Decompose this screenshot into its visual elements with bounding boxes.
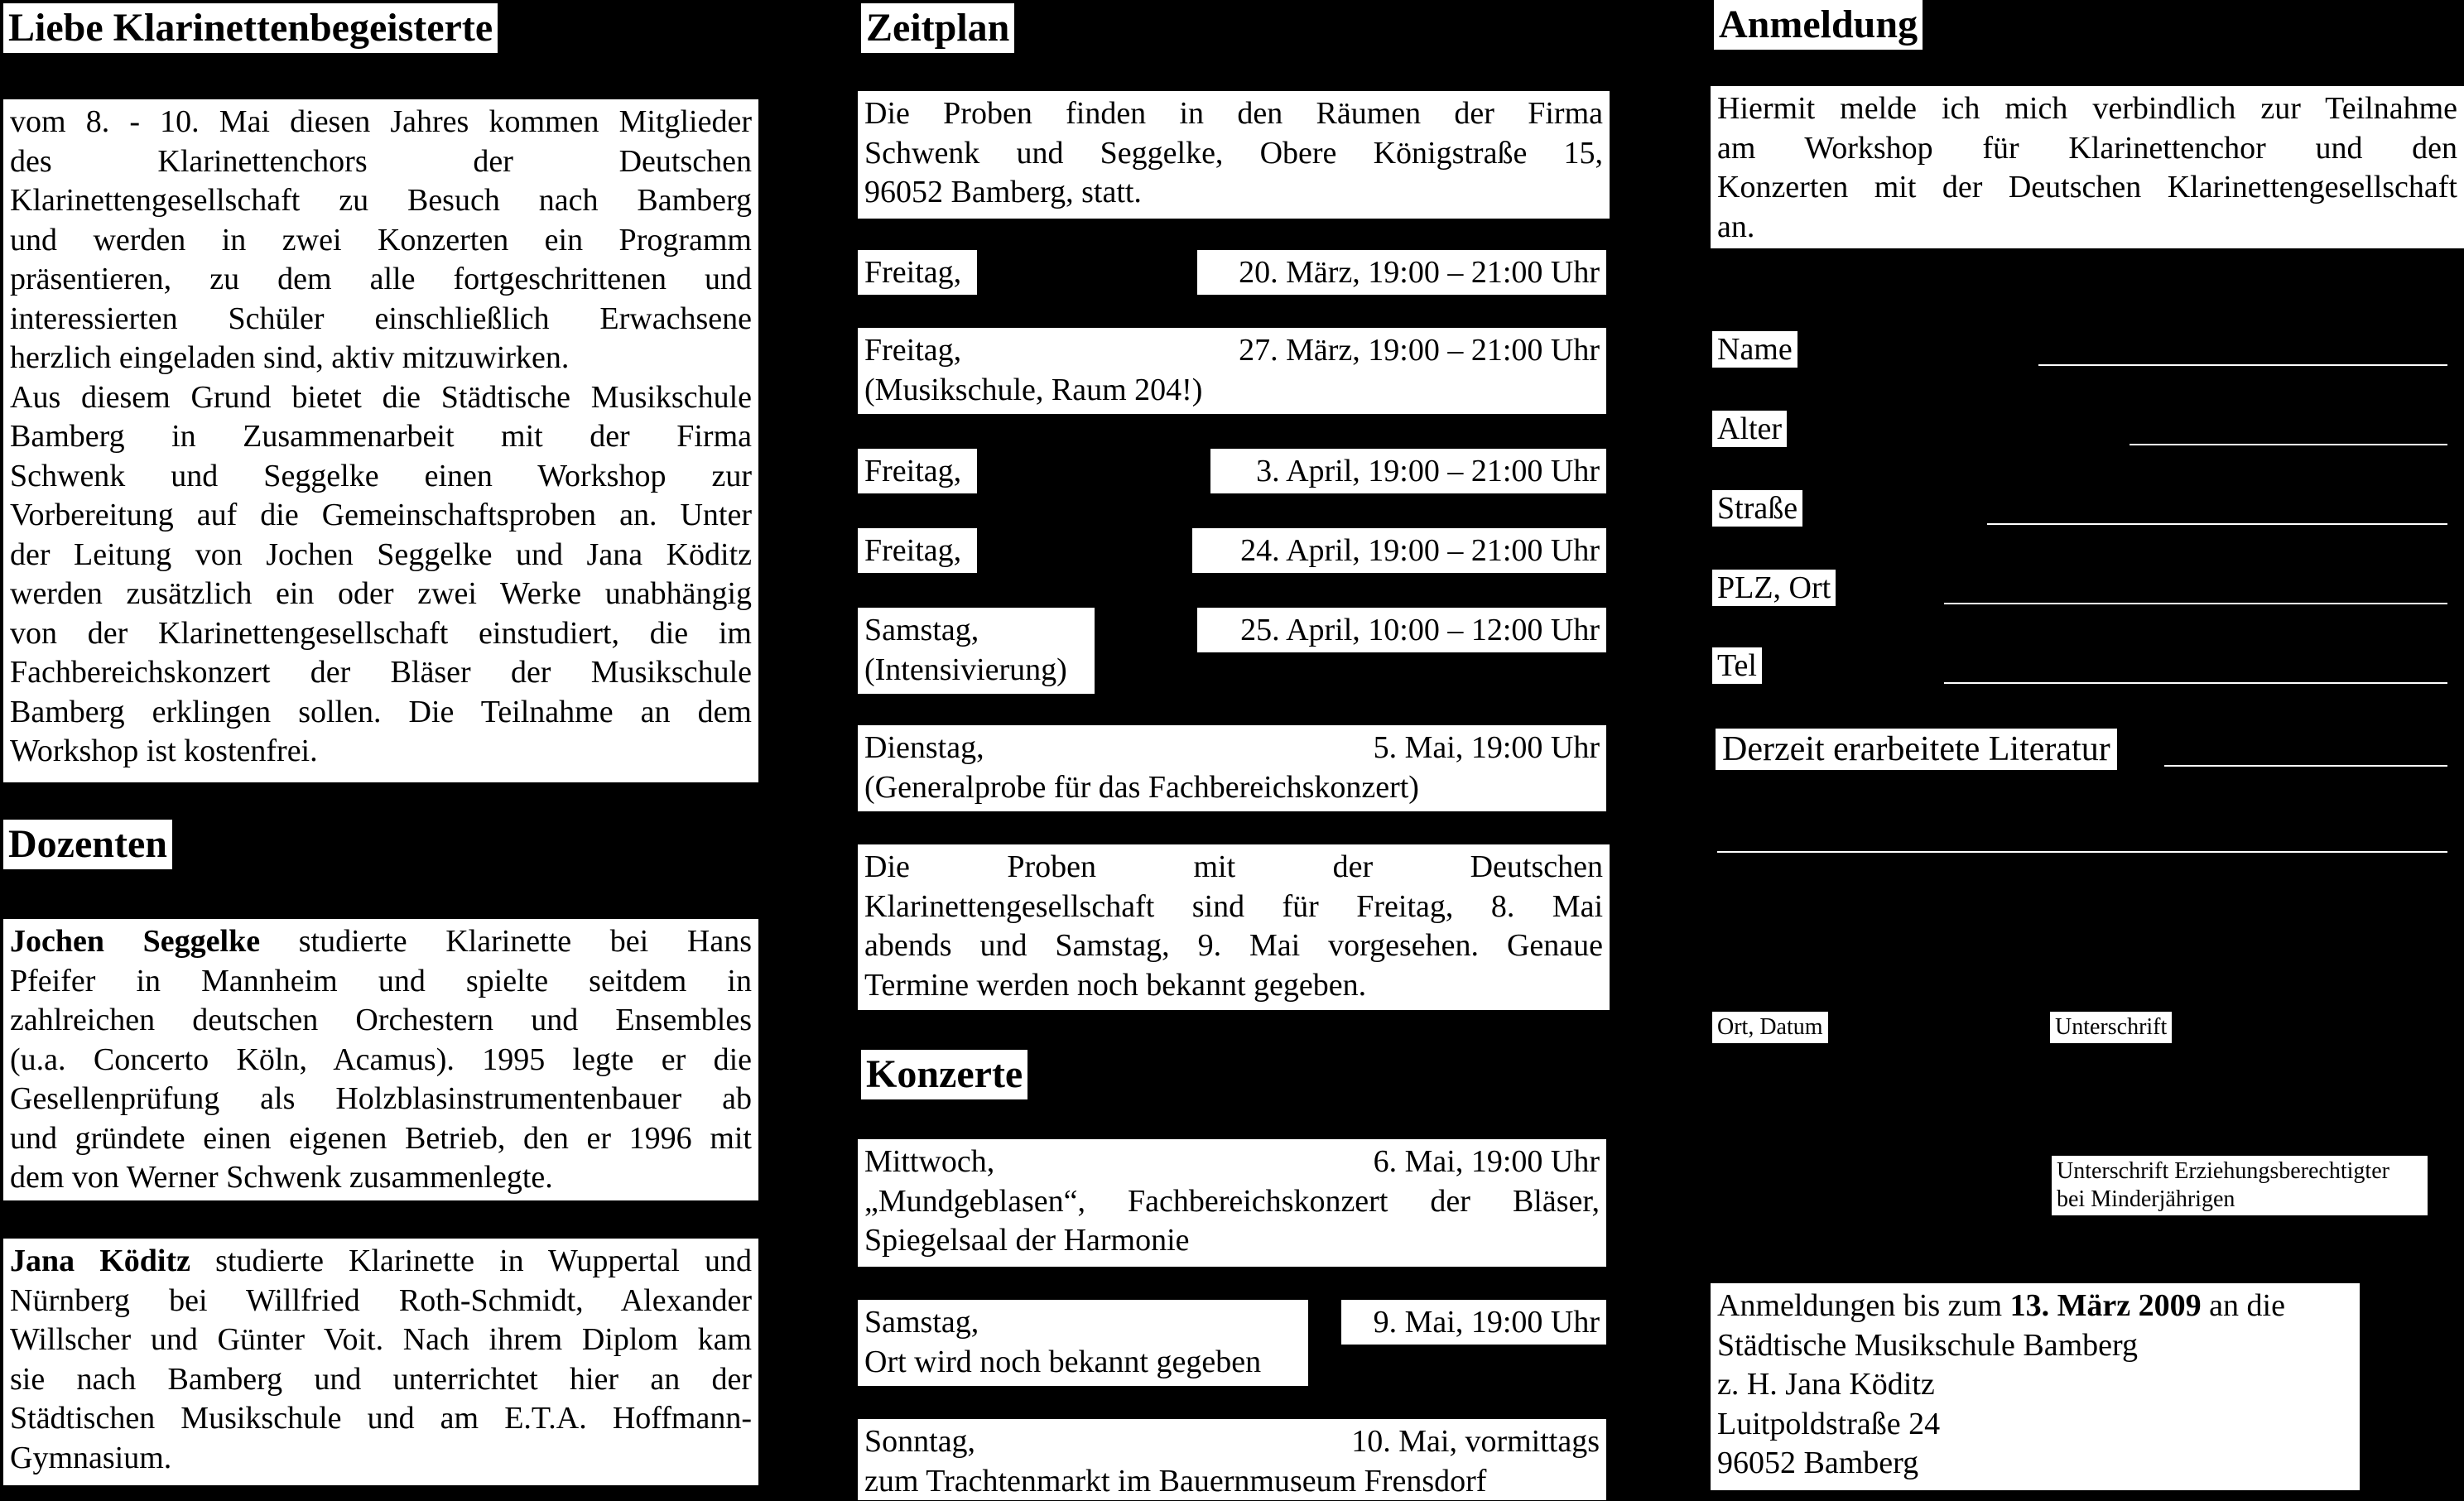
reg-line: Hiermit melde ich mich verbindlich zur Teilnahme (1717, 89, 2457, 129)
bio-line: dem von Werner Schwenk zusammenlegte. (10, 1158, 752, 1198)
dkg-line: Die Proben mit der Deutschen (864, 848, 1603, 888)
signature-label: Unterschrift (2050, 1012, 2172, 1043)
schedule-item (858, 725, 1606, 811)
concert-item (858, 1300, 1308, 1386)
concert-date: 10. Mai, vormittags (1351, 1422, 1600, 1462)
bio-seggelke (3, 919, 758, 1200)
field-label-alter: Alter (1712, 411, 1787, 447)
address-line: Städtische Musikschule Bamberg (1717, 1326, 2353, 1366)
deadline-line: Anmeldungen bis zum 13. März 2009 an die (1717, 1287, 2353, 1326)
heading-dozenten: Dozenten (3, 820, 172, 869)
schedule-date: 25. April, 10:00 – 12:00 Uhr (1197, 608, 1606, 652)
schedule-note: (Musikschule, Raum 204!) (864, 371, 1600, 411)
intro-line: präsentieren, zu dem alle fortgeschrittenen und (10, 260, 752, 300)
field-label-name: Name (1712, 331, 1797, 368)
schedule-date: 24. April, 19:00 – 21:00 Uhr (1192, 528, 1606, 573)
reg-line: am Workshop für Klarinettenchor und den (1717, 129, 2457, 169)
schedule-day: Samstag, (Intensivierung) (858, 608, 1095, 694)
bio-line: Jochen Seggelke studierte Klarinette bei Hans (10, 922, 752, 962)
schedule-date: 20. März, 19:00 – 21:00 Uhr (1197, 250, 1606, 295)
literature-label: Derzeit erarbeitete Literatur (1714, 727, 2119, 772)
intro-text (3, 99, 758, 782)
intro-line: Vorbereitung auf die Gemeinschaftsproben an. Unter (10, 496, 752, 536)
registration-intro (1711, 86, 2464, 248)
schedule-note: (Intensivierung) (864, 651, 1088, 690)
bio-line: Gymnasium. (10, 1439, 752, 1479)
address-box (1711, 1283, 2360, 1490)
bio-name: Jochen Seggelke (10, 924, 260, 959)
literature-input-line[interactable] (2164, 765, 2447, 767)
intro-line: herzlich eingeladen sind, aktiv mitzuwirken. (10, 339, 752, 378)
concert-date: 6. Mai, 19:00 Uhr (1374, 1143, 1600, 1182)
concert-day: Samstag, (864, 1303, 1302, 1343)
venue-line: 96052 Bamberg, statt. (864, 173, 1603, 213)
concert-item (858, 1419, 1606, 1500)
city-input-line[interactable] (1944, 603, 2447, 604)
heading-zeitplan: Zeitplan (861, 3, 1014, 53)
bio-line: Nürnberg bei Willfried Roth-Schmidt, Alexander (10, 1282, 752, 1321)
heading-anmeldung: Anmeldung (1714, 0, 1923, 50)
schedule-date: 5. Mai, 19:00 Uhr (1374, 729, 1600, 768)
concert-line: „Mundgeblasen“, Fachbereichskonzert der Bläser, (864, 1182, 1600, 1222)
schedule-day: Freitag, (858, 528, 977, 573)
concert-line: Ort wird noch bekannt gegeben (864, 1343, 1302, 1383)
field-label-strasse: Straße (1712, 490, 1802, 527)
address-line: z. H. Jana Köditz (1717, 1365, 2353, 1405)
schedule-day: Freitag, (864, 331, 961, 371)
intro-line: und werden in zwei Konzerten ein Programm (10, 221, 752, 261)
intro-line: Fachbereichskonzert der Bläser der Musikschule (10, 653, 752, 693)
bio-line: Jana Köditz studierte Klarinette in Wuppertal und (10, 1242, 752, 1282)
venue-line: Die Proben finden in den Räumen der Firma (864, 94, 1603, 134)
concert-date: 9. Mai, 19:00 Uhr (1341, 1300, 1606, 1345)
concert-day: Sonntag, (864, 1422, 975, 1462)
intro-line: Schwenk und Seggelke einen Workshop zur (10, 457, 752, 497)
heading-konzerte: Konzerte (861, 1050, 1027, 1099)
bio-line: Willscher und Günter Voit. Nach ihrem Diplom kam (10, 1321, 752, 1360)
venue-line: Schwenk und Seggelke, Obere Königstraße 15, (864, 134, 1603, 174)
guardian-signature-label: Unterschrift Erziehungsberechtigter bei Minderjährigen (2052, 1156, 2428, 1215)
schedule-day: Freitag, (858, 250, 977, 295)
intro-line: werden zusätzlich ein oder zwei Werke unabhängig (10, 575, 752, 614)
age-input-line[interactable] (2130, 444, 2447, 445)
bio-koeditz (3, 1239, 758, 1485)
intro-line: der Leitung von Jochen Seggelke und Jana Köditz (10, 536, 752, 575)
reg-line: Konzerten mit der Deutschen Klarinettengesellschaft (1717, 168, 2457, 208)
reg-line: an. (1717, 208, 2457, 248)
schedule-date: 27. März, 19:00 – 21:00 Uhr (1239, 331, 1600, 371)
field-label-plz-ort: PLZ, Ort (1712, 570, 1836, 606)
bio-line: Städtischen Musikschule und am E.T.A. Hoffmann- (10, 1399, 752, 1439)
venue-text (858, 91, 1610, 219)
bio-line: Pfeifer in Mannheim und spielte seitdem in (10, 962, 752, 1002)
intro-line: interessierten Schüler einschließlich Erwachsene (10, 300, 752, 339)
address-line: Luitpoldstraße 24 (1717, 1405, 2353, 1445)
bio-line: (u.a. Concerto Köln, Acamus). 1995 legte er die (10, 1041, 752, 1080)
bio-line: zahlreichen deutschen Orchestern und Ensembles (10, 1001, 752, 1041)
bio-line: und gründete einen eigenen Betrieb, den er 1996 mit (10, 1119, 752, 1159)
schedule-day: Freitag, (858, 449, 977, 493)
dkg-text (858, 844, 1610, 1010)
intro-line: Aus diesem Grund bietet die Städtische Musikschule (10, 378, 752, 418)
deadline-date: 13. März 2009 (2010, 1288, 2202, 1323)
street-input-line[interactable] (1987, 523, 2447, 525)
phone-input-line[interactable] (1944, 682, 2447, 684)
dkg-line: Klarinettengesellschaft sind für Freitag, 8. Mai (864, 888, 1603, 927)
concert-item (858, 1139, 1606, 1267)
schedule-note: (Generalprobe für das Fachbereichskonzert) (864, 768, 1600, 808)
concert-day: Mittwoch, (864, 1143, 994, 1182)
heading-liebe: Liebe Klarinettenbegeisterte (3, 3, 498, 53)
field-label-tel: Tel (1712, 647, 1762, 684)
schedule-date: 3. April, 19:00 – 21:00 Uhr (1210, 449, 1606, 493)
bio-line: Gesellenprüfung als Holzblasinstrumentenbauer ab (10, 1080, 752, 1119)
concert-line: Spiegelsaal der Harmonie (864, 1221, 1600, 1261)
intro-line: von der Klarinettengesellschaft einstudiert, die im (10, 614, 752, 654)
dkg-line: Termine werden noch bekannt gegeben. (864, 966, 1603, 1006)
intro-line: des Klarinettenchors der Deutschen (10, 142, 752, 182)
schedule-item (858, 328, 1606, 414)
intro-line: vom 8. - 10. Mai diesen Jahres kommen Mitglieder (10, 103, 752, 142)
intro-line: Bamberg erklingen sollen. Die Teilnahme an dem (10, 693, 752, 733)
bio-line: sie nach Bamberg und unterrichtet hier an der (10, 1360, 752, 1400)
bio-name: Jana Köditz (10, 1244, 190, 1278)
schedule-day: Dienstag, (864, 729, 984, 768)
address-line: 96052 Bamberg (1717, 1444, 2353, 1484)
name-input-line[interactable] (2038, 364, 2447, 366)
dkg-line: abends und Samstag, 9. Mai vorgesehen. Genaue (864, 926, 1603, 966)
concert-line: zum Trachtenmarkt im Bauernmuseum Frensdorf (864, 1462, 1600, 1501)
intro-line: Workshop ist kostenfrei. (10, 732, 752, 772)
place-date-label: Ort, Datum (1712, 1012, 1828, 1043)
intro-line: Klarinettengesellschaft zu Besuch nach Bamberg (10, 181, 752, 221)
literature-input-line-2[interactable] (1717, 851, 2447, 853)
intro-line: Bamberg in Zusammenarbeit mit der Firma (10, 417, 752, 457)
